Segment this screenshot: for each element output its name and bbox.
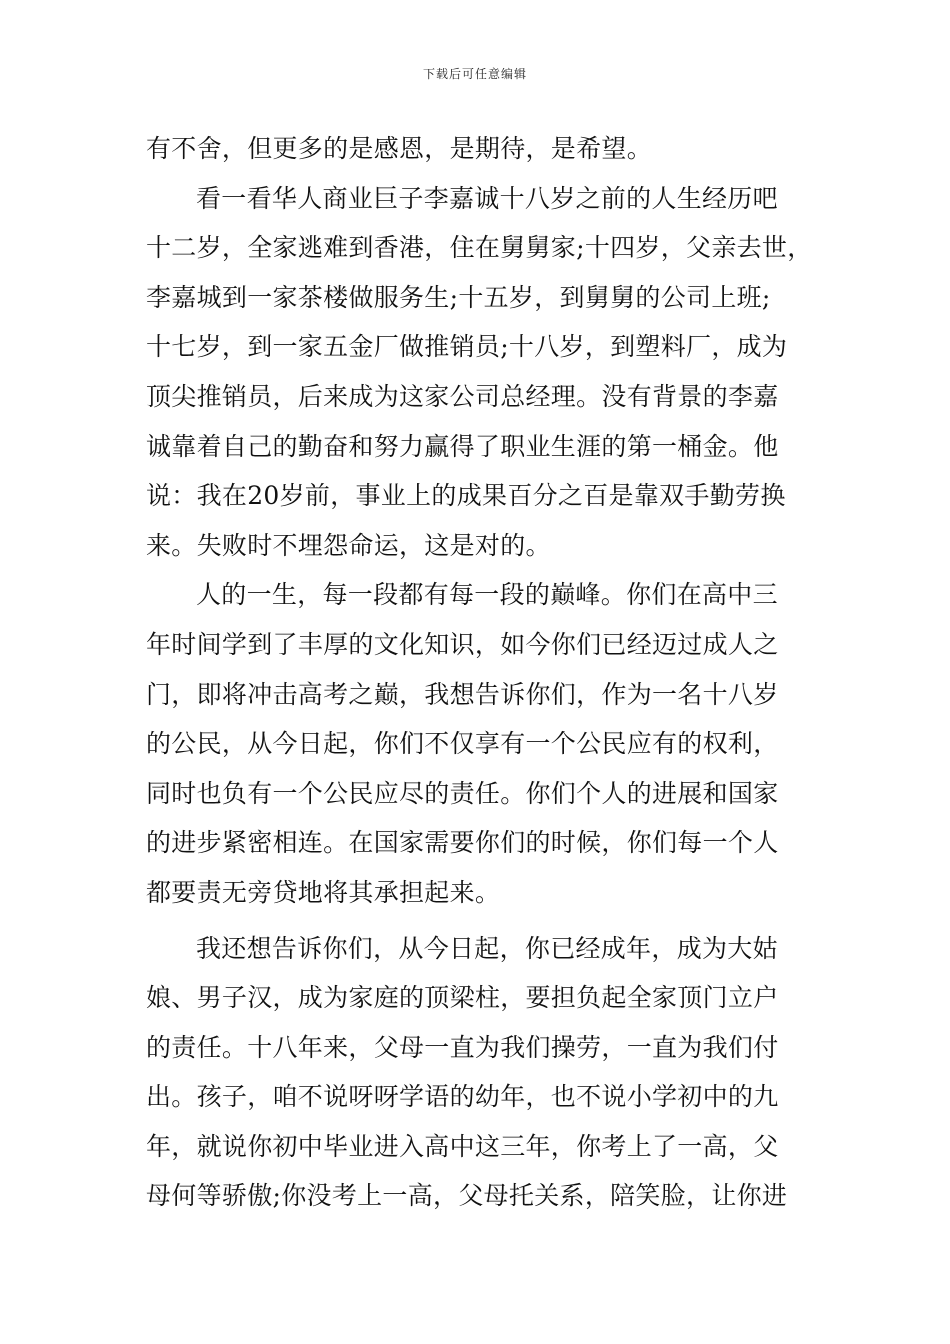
text-line: 娘、男子汉，成为家庭的顶梁柱，要担负起全家顶门立户: [146, 983, 779, 1013]
text-line: 都要责无旁贷地将其承担起来。: [146, 877, 501, 907]
text-line: 有不舍，但更多的是感恩，是期待，是希望。: [146, 134, 653, 163]
text-line: 的责任。十八年来，父母一直为我们操劳，一直为我们付: [146, 1032, 779, 1062]
text-line: 诚靠着自己的勤奋和努力赢得了职业生涯的第一桶金。他: [146, 431, 779, 461]
text-line: 母何等骄傲;你没考上一高，父母托关系，陪笑脸，让你进: [146, 1181, 788, 1211]
text-line: 我还想告诉你们，从今日起，你已经成年，成为大姑: [196, 933, 778, 963]
text-line: 门，即将冲击高考之巅，我想告诉你们，作为一名十八岁: [146, 679, 779, 709]
text-line: 来。失败时不埋怨命运，这是对的。: [146, 530, 551, 560]
text-line: 顶尖推销员，后来成为这家公司总经理。没有背景的李嘉: [146, 381, 779, 411]
text-line: 的公民，从今日起，你们不仅享有一个公民应有的权利，: [146, 729, 779, 759]
paragraph: [146, 124, 818, 174]
document-body: [146, 124, 818, 1221]
text-line: 的进步紧密相连。在国家需要你们的时候，你们每一个人: [146, 828, 779, 858]
text-line: 李嘉城到一家茶楼做服务生;十五岁，到舅舅的公司上班;: [146, 282, 771, 312]
text-line: 十二岁，全家逃难到香港，住在舅舅家;十四岁，父亲去世，: [146, 233, 813, 263]
paragraph: [146, 924, 818, 1222]
page-header: 下载后可任意编辑: [422, 67, 527, 81]
text-line: 说：我在20岁前，事业上的成果百分之百是靠双手勤劳换: [146, 481, 786, 511]
paragraph: [146, 570, 818, 917]
text-line: 看一看华人商业巨子李嘉诚十八岁之前的人生经历吧: [196, 183, 778, 213]
text-line: 出。孩子，咱不说呀呀学语的幼年，也不说小学初中的九: [146, 1082, 779, 1112]
text-line: 人的一生，每一段都有每一段的巅峰。你们在高中三: [196, 580, 778, 610]
paragraph: [146, 174, 818, 571]
text-line: 年，就说你初中毕业进入高中这三年，你考上了一高，父: [146, 1131, 779, 1161]
text-line: 十七岁，到一家五金厂做推销员;十八岁，到塑料厂，成为: [146, 332, 788, 362]
text-line: 同时也负有一个公民应尽的责任。你们个人的进展和国家: [146, 778, 779, 808]
text-line: 年时间学到了丰厚的文化知识，如今你们已经迈过成人之: [146, 629, 779, 659]
